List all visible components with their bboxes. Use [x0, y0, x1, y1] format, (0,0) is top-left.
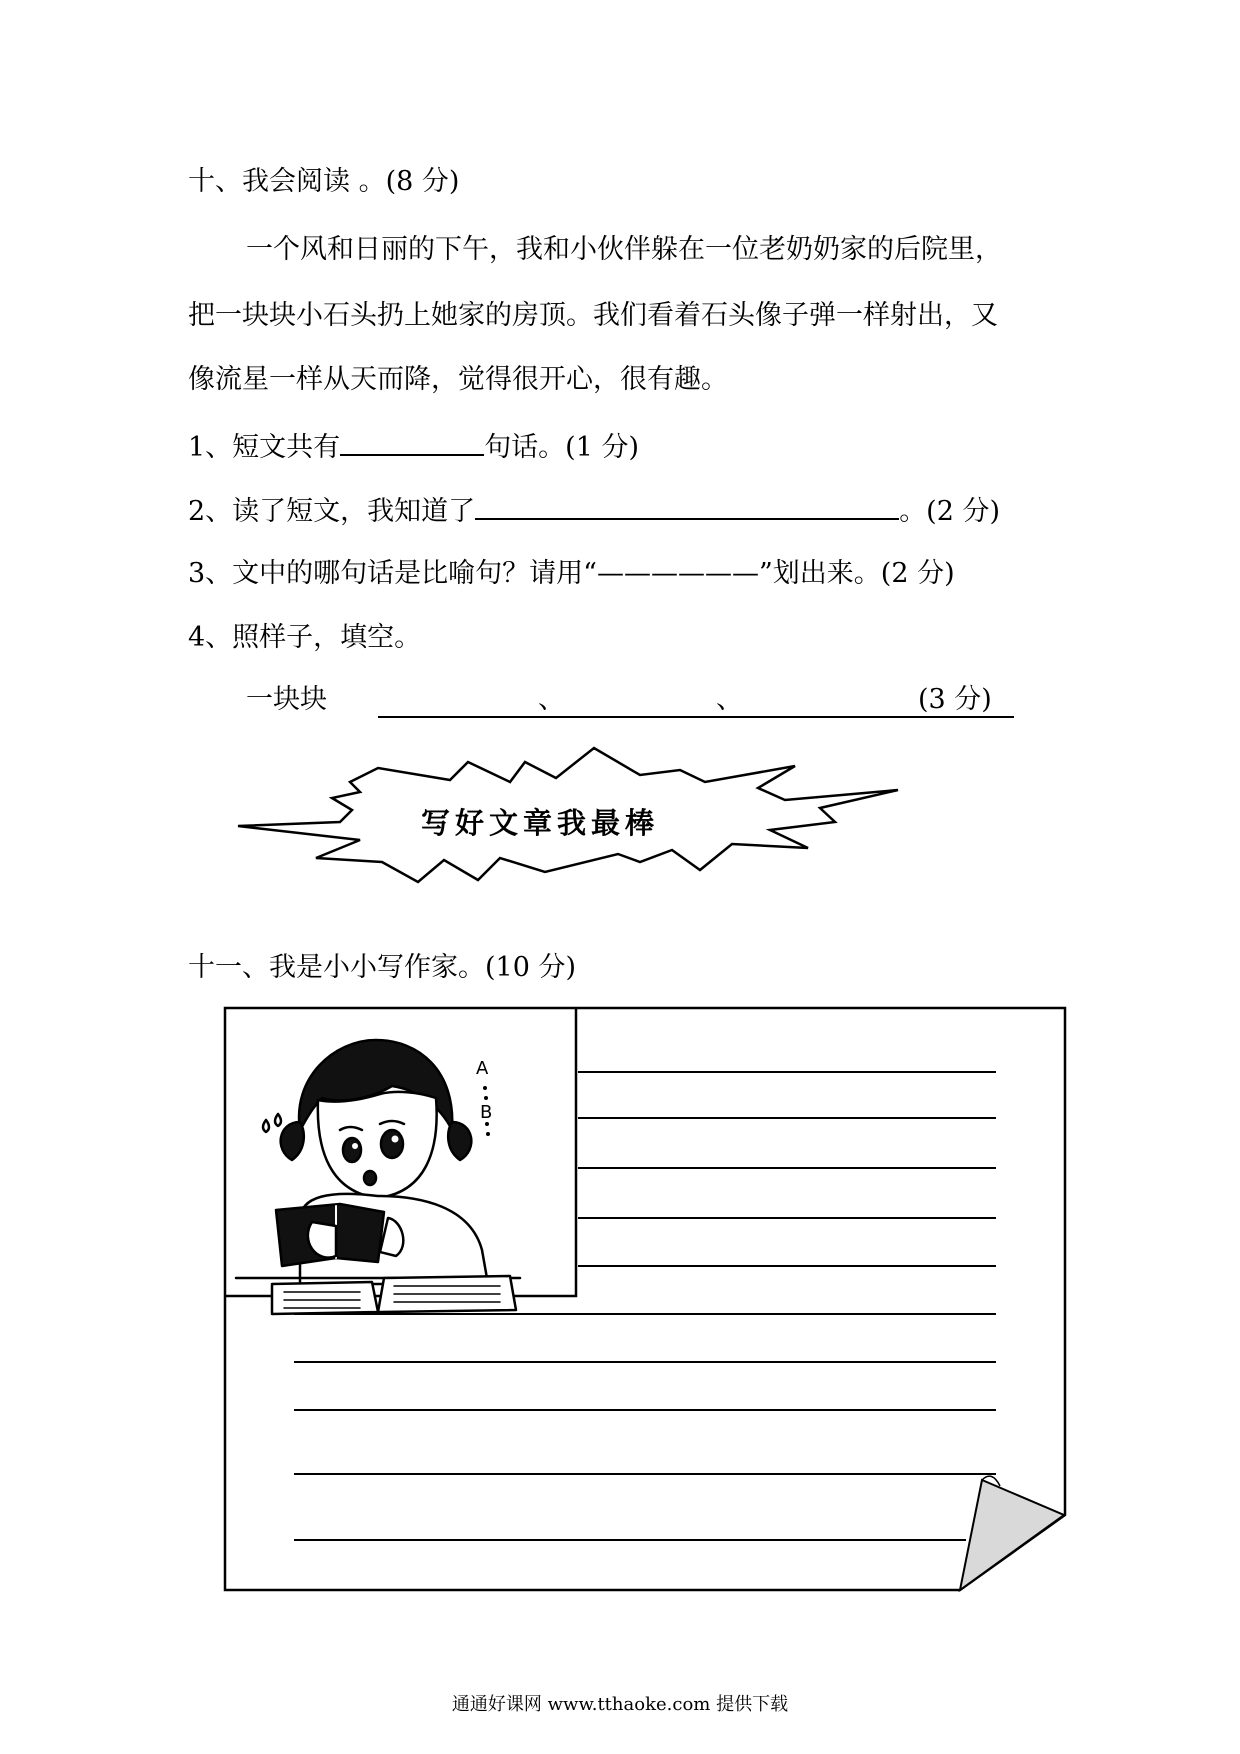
question-4-separator-2: 、: [716, 684, 743, 715]
girl-mouth: [364, 1171, 376, 1185]
question-3: 3、文中的哪句话是比喻句？请用“——————”划出来。(2 分): [188, 558, 955, 589]
question-2-prefix: 2、读了短文，我知道了: [188, 496, 476, 527]
girl-eye-left: [343, 1138, 361, 1162]
section-11-title: 十一、我是小小写作家。(10 分): [188, 952, 577, 983]
banner-text: 写好文章我最棒: [420, 806, 660, 840]
passage-line-2: 把一块块小石头扔上她家的房顶。我们看着石头像子弹一样射出，又: [188, 300, 998, 331]
illustration-label-a: A: [476, 1058, 489, 1079]
question-1-prefix: 1、短文共有: [188, 432, 341, 463]
question-4: 4、照样子，填空。: [188, 622, 422, 653]
question-4-example: 一块块: [246, 684, 327, 715]
question-4-score: (3 分): [918, 684, 992, 715]
section-10-title: 十、我会阅读 。(8 分): [188, 166, 460, 197]
question-2-suffix: 。(2 分): [899, 496, 1001, 527]
girl-eye-right: [381, 1130, 403, 1158]
page-footer: 通通好课网 www.tthaoke.com 提供下载: [451, 1694, 789, 1715]
question-1-suffix: 句话。(1 分): [484, 432, 640, 463]
question-4-separator-1: 、: [538, 684, 565, 715]
illustration-label-b: B: [480, 1102, 493, 1123]
passage-line-3: 像流星一样从天而降，觉得很开心，很有趣。: [188, 364, 728, 395]
passage-line-1: 一个风和日丽的下午，我和小伙伴躲在一位老奶奶家的后院里，: [246, 234, 1002, 265]
